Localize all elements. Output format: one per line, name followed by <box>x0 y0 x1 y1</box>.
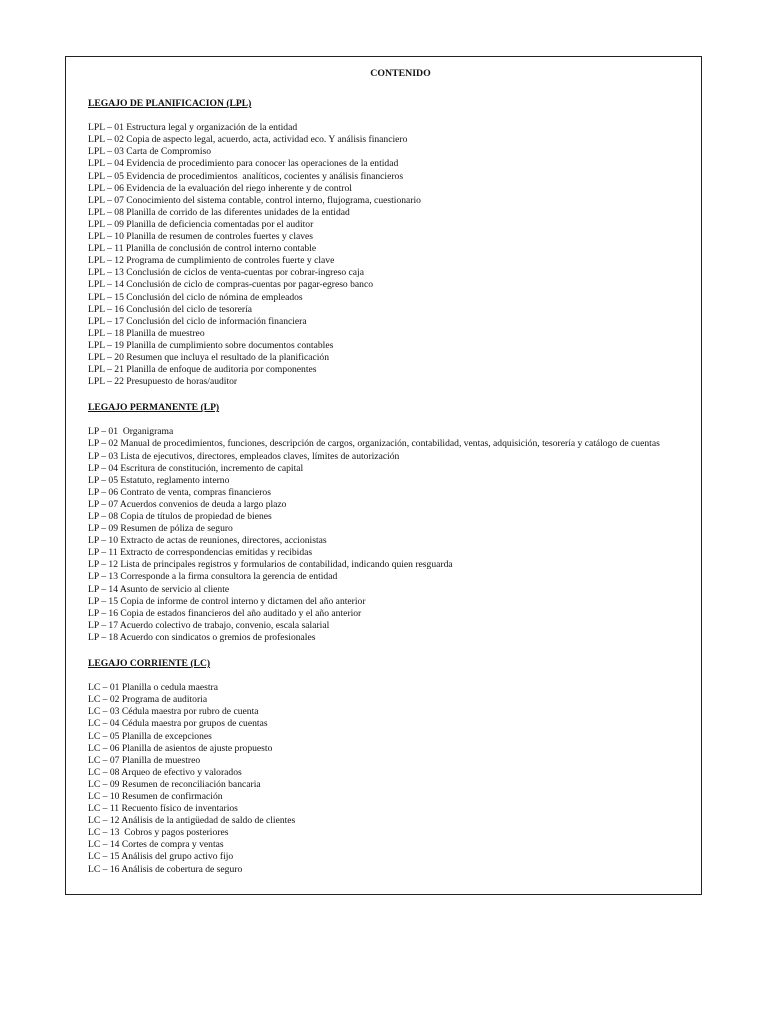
list-item: LC – 12 Análisis de la antigüedad de saldo de clientes <box>88 815 296 827</box>
list-item: LP – 15 Copia de informe de control interno y dictamen del año anterior <box>88 595 366 607</box>
list-item: LPL – 03 Carta de Compromiso <box>88 146 212 158</box>
list-item: LP – 03 Lista de ejecutivos, directores, empleados claves, límites de autorización <box>88 450 400 462</box>
section-heading: LEGAJO CORRIENTE (LC) <box>88 658 211 670</box>
list-item: LC – 15 Análisis del grupo activo fijo <box>88 851 234 863</box>
list-item: LPL – 20 Resumen que incluya el resultado de la planificación <box>88 351 330 363</box>
section-planificacion <box>88 98 683 388</box>
list-item: LPL – 01 Estructura legal y organización de la entidad <box>88 122 298 134</box>
list-item: LC – 02 Programa de auditoria <box>88 694 208 706</box>
section-item-list <box>88 122 683 388</box>
list-item: LC – 05 Planilla de excepciones <box>88 730 212 742</box>
list-item: LPL – 13 Conclusión de ciclos de venta-cuentas por cobrar-ingreso caja <box>88 267 364 279</box>
list-item: LPL – 08 Planilla de corrido de las diferentes unidades de la entidad <box>88 206 350 218</box>
list-item: LP – 01 Organigrama <box>88 426 174 438</box>
section-heading: LEGAJO DE PLANIFICACION (LPL) <box>88 98 252 110</box>
list-item: LPL – 06 Evidencia de la evaluación del riego inherente y de control <box>88 182 352 194</box>
list-item: LC – 03 Cédula maestra por rubro de cuenta <box>88 706 259 718</box>
list-item: LP – 14 Asunto de servicio al cliente <box>88 583 230 595</box>
section-spacer <box>88 644 683 658</box>
list-item: LPL – 05 Evidencia de procedimientos analíticos, cocientes y análisis financieros <box>88 170 404 182</box>
list-item: LP – 13 Corresponde a la firma consultora la gerencia de entidad <box>88 571 338 583</box>
list-item: LPL – 09 Planilla de deficiencia comentadas por el auditor <box>88 218 314 230</box>
list-item: LP – 04 Escritura de constitución, incremento de capital <box>88 462 304 474</box>
list-item: LP – 18 Acuerdo con sindicatos o gremios de profesionales <box>88 631 316 643</box>
list-item: LP – 16 Copia de estados financieros del año auditado y el año anterior <box>88 607 362 619</box>
list-item: LP – 02 Manual de procedimientos, funciones, descripción de cargos, organización, contabilidad, ventas, adquisición, tesorería y catálogo de cuentas <box>88 438 660 450</box>
list-item: LPL – 19 Planilla de cumplimiento sobre documentos contables <box>88 339 334 351</box>
list-item: LC – 10 Resumen de confirmación <box>88 790 223 802</box>
list-item: LPL – 14 Conclusión de ciclo de compras-cuentas por pagar-egreso banco <box>88 279 374 291</box>
list-item: LP – 06 Contrato de venta, compras financieros <box>88 486 271 498</box>
list-item: LPL – 16 Conclusión del ciclo de tesorería <box>88 303 253 315</box>
list-item: LC – 06 Planilla de asientos de ajuste propuesto <box>88 742 273 754</box>
list-item: LC – 13 Cobros y pagos posteriores <box>88 827 229 839</box>
list-item: LP – 08 Copia de títulos de propiedad de bienes <box>88 511 272 522</box>
document-content <box>88 68 683 876</box>
list-item: LC – 11 Recuento físico de inventarios <box>88 803 238 815</box>
document-title: CONTENIDO <box>370 68 431 79</box>
list-item: LP – 12 Lista de principales registros y formularios de contabilidad, indicando quien resguarda <box>88 559 453 571</box>
list-item: LPL – 07 Conocimiento del sistema contable, control interno, flujograma, cuestionario <box>88 194 421 206</box>
list-item: LPL – 02 Copia de aspecto legal, acuerdo, acta, actividad eco. Y análisis financiero <box>88 134 408 146</box>
list-item: LC – 01 Planilla o cedula maestra <box>88 682 219 694</box>
list-item: LC – 07 Planilla de muestreo <box>88 754 201 766</box>
list-item: LPL – 12 Programa de cumplimiento de controles fuerte y clave <box>88 255 335 267</box>
section-heading: LEGAJO PERMANENTE (LP) <box>88 402 220 414</box>
list-item: LPL – 18 Planilla de muestreo <box>88 327 205 339</box>
section-spacer <box>88 388 683 402</box>
list-item: LPL – 10 Planilla de resumen de controles fuertes y claves <box>88 231 314 243</box>
list-item: LP – 17 Acuerdo colectivo de trabajo, convenio, escala salarial <box>88 619 330 631</box>
list-item: LC – 08 Arqueo de efectivo y valorados <box>88 766 242 778</box>
list-item: LP – 10 Extracto de actas de reuniones, directores, accionistas <box>88 535 327 547</box>
section-corriente <box>88 658 683 876</box>
section-permanente <box>88 402 683 644</box>
list-item: LP – 09 Resumen de póliza de seguro <box>88 523 233 535</box>
list-item: LC – 14 Cortes de compra y ventas <box>88 839 224 851</box>
list-item: LPL – 15 Conclusión del ciclo de nómina de empleados <box>88 291 303 303</box>
list-item: LC – 09 Resumen de reconciliación bancaria <box>88 778 261 790</box>
list-item: LPL – 11 Planilla de conclusión de control interno contable <box>88 243 317 255</box>
list-item: LPL – 22 Presupuesto de horas/auditor <box>88 376 238 388</box>
list-item: LPL – 04 Evidencia de procedimiento para conocer las operaciones de la entidad <box>88 158 399 170</box>
list-item: LP – 11 Extracto de correspondencias emitidas y recibidas <box>88 547 313 559</box>
sections-container <box>88 98 683 876</box>
list-item: LP – 05 Estatuto, reglamento interno <box>88 474 230 486</box>
section-item-list <box>88 682 683 876</box>
list-item: LPL – 21 Planilla de enfoque de auditoria por componentes <box>88 364 317 376</box>
list-item: LP – 07 Acuerdos convenios de deuda a largo plazo <box>88 498 287 510</box>
section-item-list <box>88 426 683 644</box>
list-item: LC – 04 Cédula maestra por grupos de cuentas <box>88 718 268 730</box>
document-frame <box>65 56 702 895</box>
list-item: LC – 16 Análisis de cobertura de seguro <box>88 863 243 875</box>
list-item: LPL – 17 Conclusión del ciclo de información financiera <box>88 315 307 327</box>
